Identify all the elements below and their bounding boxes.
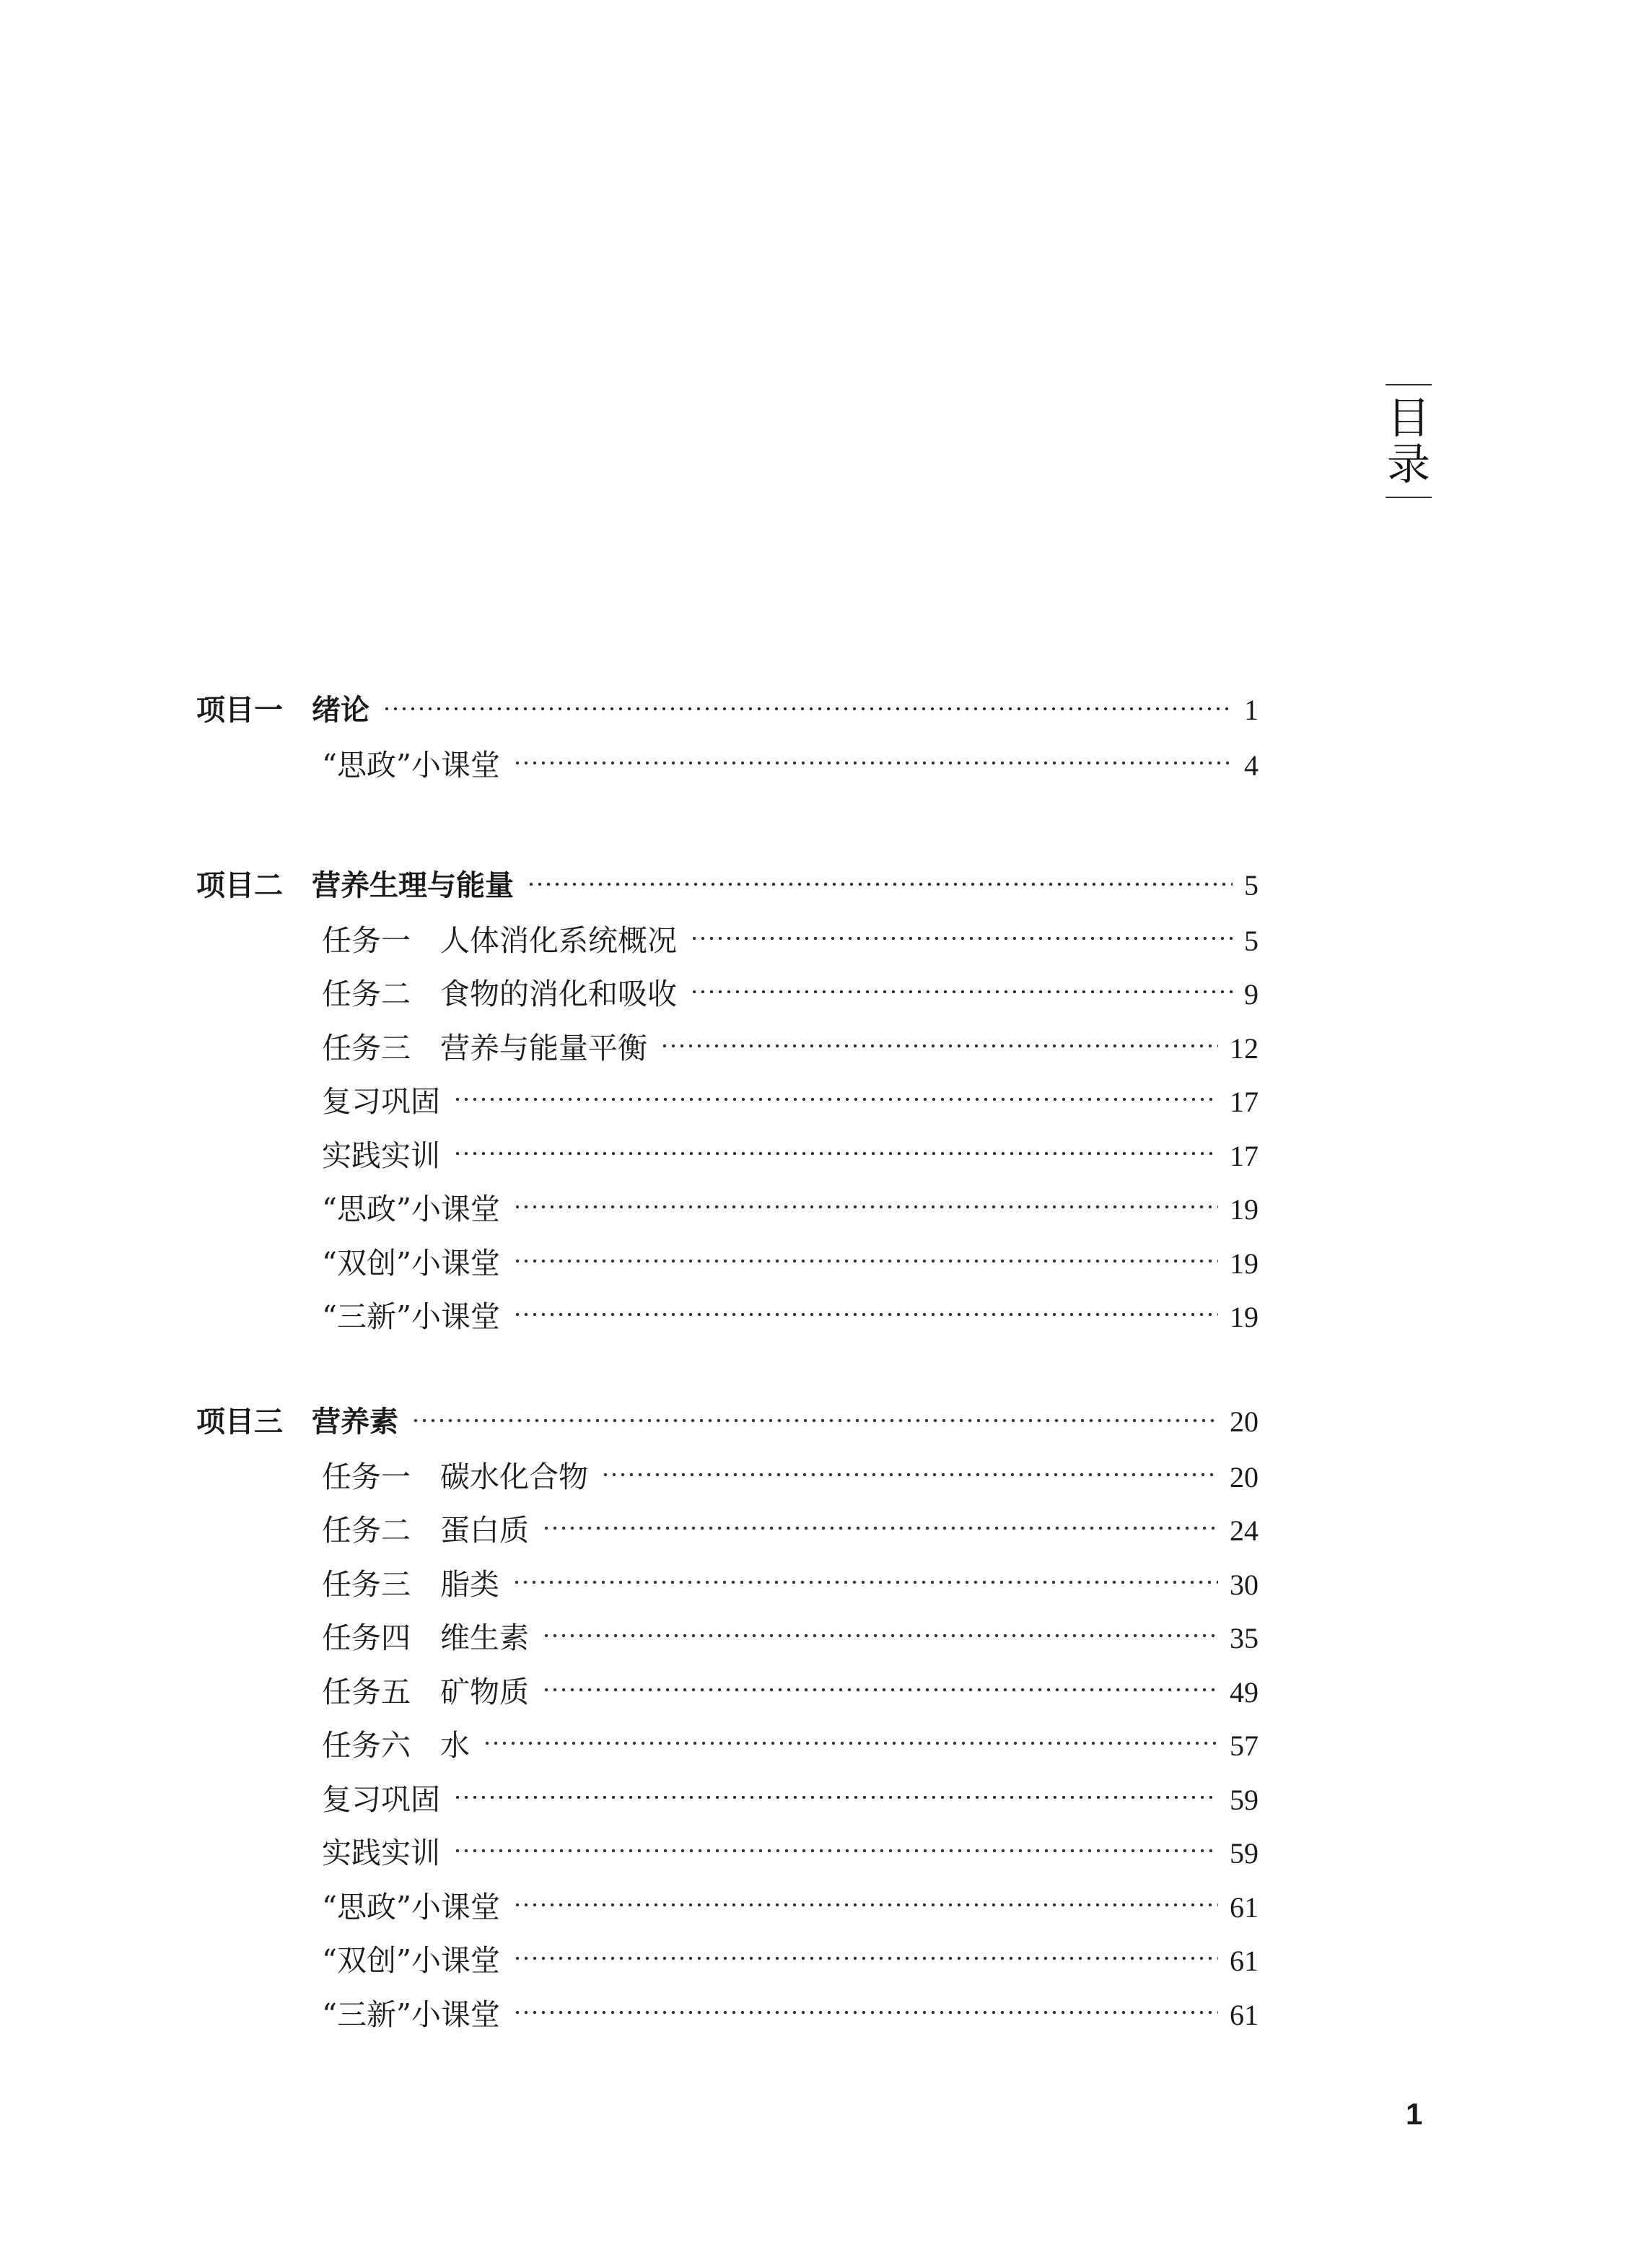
entry-title: “思政”小课堂: [322, 1192, 500, 1226]
entry-title: 复习巩固: [322, 1084, 440, 1119]
dot-leader: [527, 880, 1233, 889]
toc-project-entry[interactable]: [196, 1399, 1259, 1442]
entry-title: “三新”小课堂: [322, 1299, 500, 1334]
entry-page-number: 19: [1230, 1193, 1259, 1226]
entry-title: 任务二 蛋白质: [322, 1513, 529, 1548]
entry-title: 任务三 脂类: [322, 1566, 499, 1602]
entry-page-number: 30: [1230, 1568, 1259, 1601]
dot-leader: [513, 2008, 1218, 2017]
entry-title: 任务二 食物的消化和吸收: [322, 977, 677, 1011]
toc-project-entry[interactable]: [196, 687, 1259, 730]
entry-title: “思政”小课堂: [322, 1889, 500, 1924]
entry-page-number: 49: [1230, 1675, 1259, 1709]
dot-leader: [513, 1203, 1218, 1211]
entry-page-number: 61: [1230, 1945, 1259, 1977]
dot-leader: [382, 705, 1233, 713]
toc-item-entry[interactable]: [322, 1185, 1259, 1229]
dot-leader: [690, 987, 1233, 996]
dot-leader: [513, 1954, 1218, 1963]
dot-leader: [411, 1416, 1218, 1425]
entry-title: 任务一 碳水化合物: [322, 1459, 588, 1494]
toc-item-entry[interactable]: [322, 1132, 1259, 1175]
entry-title: 复习巩固: [322, 1781, 440, 1817]
toc-item-entry[interactable]: [322, 741, 1259, 785]
entry-title: 项目一 绪论: [196, 694, 369, 727]
entry-title: 项目二 营养生理与能量: [196, 869, 514, 902]
entry-title: 任务五 矿物质: [322, 1674, 529, 1709]
entry-title: 实践实训: [322, 1836, 440, 1870]
entry-title: 任务三 营养与能量平衡: [322, 1030, 647, 1065]
entry-title: 任务一 人体消化系统概况: [322, 923, 677, 958]
entry-page-number: 59: [1230, 1783, 1259, 1816]
toc-item-entry[interactable]: [322, 1506, 1259, 1550]
toc-item-entry[interactable]: [322, 1078, 1259, 1121]
dot-leader: [483, 1739, 1218, 1748]
entry-title: “双创”小课堂: [322, 1943, 500, 1978]
entry-page-number: 59: [1230, 1837, 1259, 1870]
entry-page-number: 1: [1244, 694, 1259, 726]
toc-item-entry[interactable]: [322, 1722, 1259, 1765]
entry-title: 项目三 营养素: [196, 1405, 398, 1439]
toc-item-entry[interactable]: [322, 1453, 1259, 1496]
entry-page-number: 20: [1230, 1405, 1259, 1438]
dot-leader: [542, 1631, 1218, 1640]
dot-leader: [513, 1901, 1218, 1909]
page-number: 1: [1406, 2097, 1423, 2131]
toc-item-entry[interactable]: [322, 917, 1259, 960]
entry-page-number: 61: [1230, 1890, 1259, 1924]
entry-page-number: 5: [1244, 924, 1259, 957]
toc-item-entry[interactable]: [322, 1239, 1259, 1283]
dot-leader: [453, 1793, 1218, 1802]
toc-project-entry[interactable]: [196, 863, 1259, 906]
entry-page-number: 19: [1230, 1247, 1259, 1280]
entry-page-number: 9: [1244, 978, 1259, 1011]
dot-leader: [513, 1310, 1218, 1319]
entry-title: 任务四 维生素: [322, 1621, 529, 1655]
toc-item-entry[interactable]: [322, 1829, 1259, 1872]
dot-leader: [542, 1524, 1218, 1532]
dot-leader: [660, 1042, 1218, 1050]
entry-title: 实践实训: [322, 1138, 440, 1173]
toc-item-entry[interactable]: [322, 1293, 1259, 1336]
toc-item-entry[interactable]: [322, 1024, 1259, 1068]
dot-leader: [453, 1846, 1218, 1855]
dot-leader: [453, 1095, 1218, 1104]
heading-char: 录: [1387, 440, 1430, 490]
entry-page-number: 20: [1230, 1460, 1259, 1493]
dot-leader: [542, 1685, 1218, 1694]
toc-item-entry[interactable]: [322, 1937, 1259, 1980]
dot-leader: [513, 1257, 1218, 1265]
toc-item-entry[interactable]: [322, 970, 1259, 1013]
dot-leader: [601, 1470, 1218, 1479]
entry-title: 任务六 水: [322, 1728, 470, 1763]
entry-page-number: 35: [1230, 1622, 1259, 1654]
dot-leader: [453, 1149, 1218, 1158]
toc-item-entry[interactable]: [322, 1614, 1259, 1657]
dot-leader: [512, 1578, 1218, 1587]
entry-page-number: 17: [1230, 1086, 1259, 1118]
entry-title: “三新”小课堂: [322, 1997, 500, 2032]
entry-title: “思政”小课堂: [322, 747, 500, 782]
entry-page-number: 57: [1230, 1730, 1259, 1762]
toc-item-entry[interactable]: [322, 1991, 1259, 2034]
entry-page-number: 61: [1230, 1998, 1259, 2031]
toc-item-entry[interactable]: [322, 1561, 1259, 1604]
dot-leader: [513, 759, 1233, 767]
entry-page-number: 19: [1230, 1301, 1259, 1333]
entry-page-number: 17: [1230, 1139, 1259, 1172]
heading-char: 目: [1387, 393, 1430, 444]
toc-item-entry[interactable]: [322, 1776, 1259, 1819]
toc-item-entry[interactable]: [322, 1883, 1259, 1927]
entry-page-number: 12: [1230, 1031, 1259, 1065]
entry-page-number: 5: [1244, 869, 1259, 902]
toc-item-entry[interactable]: [322, 1668, 1259, 1711]
entry-title: “双创”小课堂: [322, 1245, 500, 1281]
dot-leader: [690, 934, 1233, 943]
entry-page-number: 24: [1230, 1514, 1259, 1547]
entry-page-number: 4: [1244, 749, 1259, 782]
